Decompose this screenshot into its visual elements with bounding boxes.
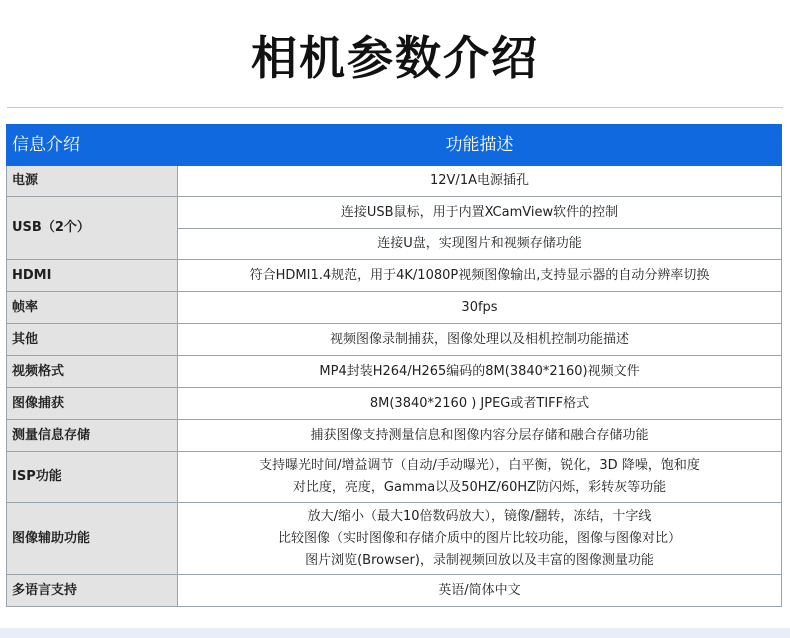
row-description bbox=[178, 260, 782, 292]
row-description: 连接U盘，实现图片和视频存储功能 bbox=[178, 229, 782, 260]
table-row bbox=[7, 452, 782, 503]
row-description bbox=[178, 166, 782, 197]
row-description: 连接USB鼠标，用于内置XCamView软件的控制 bbox=[178, 197, 782, 229]
description-line: 支持曝光时间/增益调节（自动/手动曝光），白平衡，锐化，3D 降噪，饱和度 bbox=[259, 458, 700, 473]
description-line: 视频图像录制捕获，图像处理以及相机控制功能描述 bbox=[329, 331, 629, 347]
row-label: 图像辅助功能 bbox=[7, 503, 178, 575]
description-line: 放大/缩小（最大10倍数码放大），镜像/翻转，冻结，十字线 bbox=[307, 508, 652, 524]
row-label: 帧率 bbox=[7, 292, 178, 324]
title-divider bbox=[7, 107, 783, 108]
row-description bbox=[178, 452, 782, 503]
table-row bbox=[7, 260, 782, 292]
table-row bbox=[7, 166, 782, 197]
row-description bbox=[178, 388, 782, 420]
description-line: 比较图像（实时图像和存储介质中的图片比较功能，图像与图像对比） bbox=[277, 530, 681, 546]
row-description bbox=[178, 324, 782, 356]
row-label: HDMI bbox=[7, 260, 178, 292]
table-row bbox=[7, 420, 782, 452]
table-header-row bbox=[7, 125, 782, 166]
row-label: 其他 bbox=[7, 324, 178, 356]
row-description bbox=[178, 356, 782, 388]
table-row bbox=[7, 356, 782, 388]
row-label: USB（2个） bbox=[7, 197, 178, 260]
row-label: 测量信息存储 bbox=[7, 420, 178, 452]
page-title: 相机参数介绍 bbox=[251, 31, 539, 85]
table-row bbox=[7, 575, 782, 607]
table-row bbox=[7, 197, 782, 229]
table-row bbox=[7, 292, 782, 324]
header-info: 信息介绍 bbox=[7, 125, 178, 166]
row-label: ISP功能 bbox=[7, 452, 178, 503]
header-description: 功能描述 bbox=[178, 125, 782, 166]
description-line: 英语/简体中文 bbox=[438, 582, 521, 598]
table-row bbox=[7, 503, 782, 575]
description-line: 捕获图像支持测量信息和图像内容分层存储和融合存储功能 bbox=[310, 427, 649, 443]
row-description bbox=[178, 503, 782, 575]
description-line: 12V/1A电源插孔 bbox=[430, 173, 529, 188]
description-line: MP4封装H264/H265编码的8M(3840*2160)视频文件 bbox=[319, 363, 640, 379]
description-line: 30fps bbox=[461, 299, 498, 315]
row-description bbox=[178, 292, 782, 324]
table-row bbox=[7, 388, 782, 420]
description-line: 对比度，亮度，Gamma以及50HZ/60HZ防闪烁，彩转灰等功能 bbox=[292, 480, 667, 495]
row-label: 图像捕获 bbox=[7, 388, 178, 420]
row-description bbox=[178, 575, 782, 607]
spec-table bbox=[6, 124, 782, 607]
description-line: 图片浏览(Browser)，录制视频回放以及丰富的图像测量功能 bbox=[305, 552, 654, 568]
row-label: 视频格式 bbox=[7, 356, 178, 388]
description-line: 8M(3840*2160 ) JPEG或者TIFF格式 bbox=[369, 395, 590, 411]
table-row bbox=[7, 324, 782, 356]
row-label: 多语言支持 bbox=[7, 575, 178, 607]
row-description bbox=[178, 420, 782, 452]
description-line: 符合HDMI1.4规范，用于4K/1080P视频图像输出,支持显示器的自动分辨率切换 bbox=[249, 267, 710, 283]
row-label: 电源 bbox=[7, 166, 178, 197]
bottom-band bbox=[0, 628, 790, 638]
